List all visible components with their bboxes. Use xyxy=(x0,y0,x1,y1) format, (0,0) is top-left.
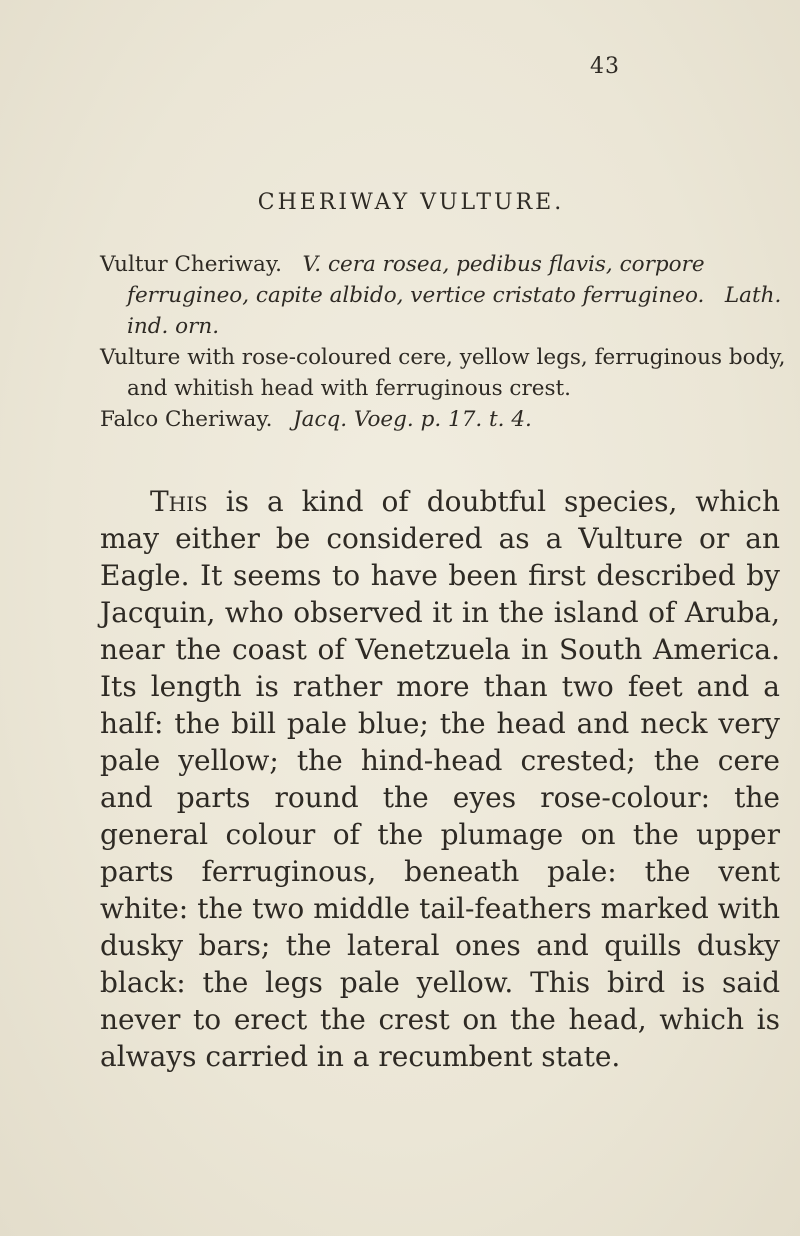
english-description-entry: Vulture with rose-coloured cere, yellow legs, ferruginous body, and whitish head with ferruginous crest. xyxy=(100,345,786,401)
falco-species-name: Falco Cheriway. xyxy=(100,407,273,432)
opening-word: This xyxy=(150,485,208,518)
latin-synonym-entry xyxy=(100,249,787,342)
page-title: CHERIWAY VULTURE. xyxy=(257,190,565,215)
latin-reference: Lath. ind. orn. xyxy=(127,283,782,339)
body-paragraph-text: is a kind of doubtful species, which may either be considered as a Vulture or an Eagle. It seems to have been first described by Jacquin, who observed it in the island of Aruba, near the coast of Venetzuela in South America. Its length is rather more than two feet and a half: the bill pale blue; the head and neck very pale yellow; the hind-head crested; the cere and parts round the eyes rose-colour: the general colour of the plumage on the upper parts ferruginous, beneath pale: the vent white: the two middle tail-feathers marked with dusky bars; the lateral ones and quills dusky black: the legs pale yellow. This bird is said never to erect the crest on the head, which is always carried in a recumbent state. xyxy=(100,485,780,1073)
body-paragraph xyxy=(100,483,780,1075)
latin-species-name: Vultur Cheriway. xyxy=(100,252,282,277)
latin-diagnosis: V. cera rosea, pedibus flavis, corpore ferrugineo, capite albido, vertice cristato ferrugineo. xyxy=(127,252,705,308)
falco-reference: Jacq. Voeg. p. 17. t. 4. xyxy=(293,407,532,432)
page-number: 43 xyxy=(590,54,620,79)
falco-synonym-entry xyxy=(100,404,787,435)
